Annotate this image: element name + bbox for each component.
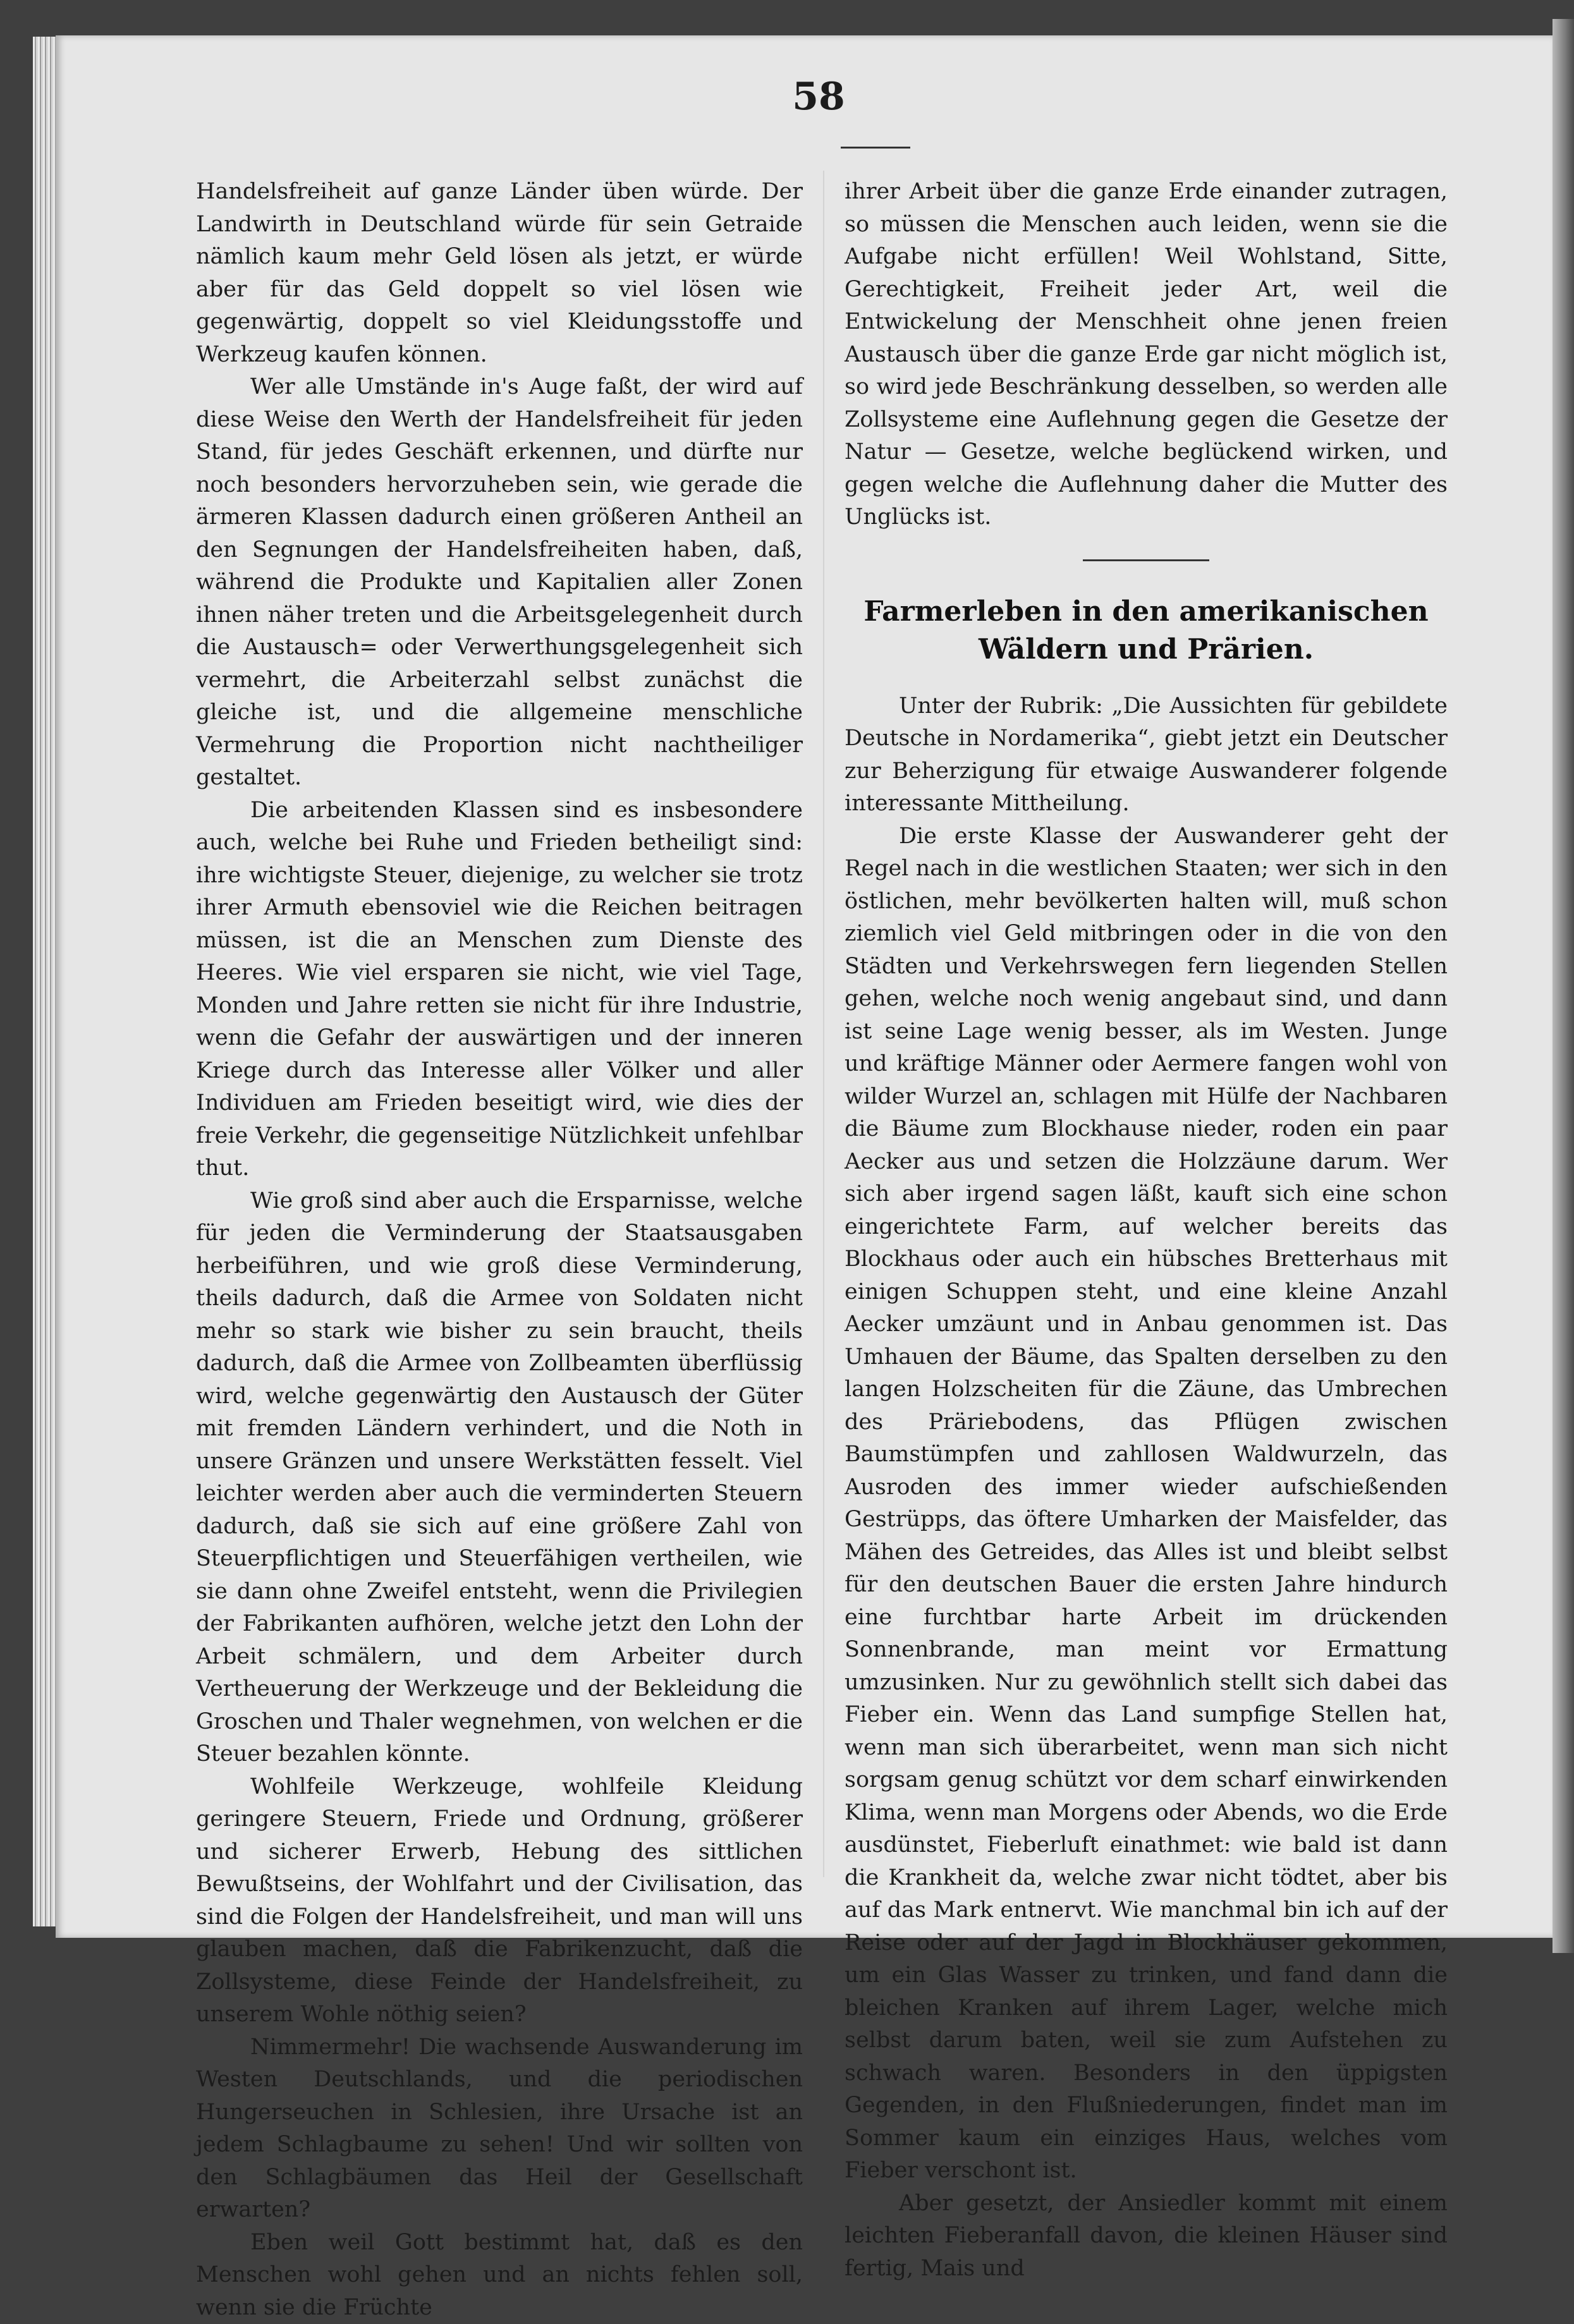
paragraph: Wohlfeile Werkzeuge, wohlfeile Kleidung geringere Steuern, Friede und Ordnung, größerer und sicherer Erwerb, Hebung des sittlichen Bewußtseins, der Wohlfahrt und der Civilisation, das sind die Folgen der Handelsfreiheit, und man will uns glauben machen, daß die Fabrikenzucht, daß die Zollsysteme, diese Feinde der Handelsfreiheit, zu unserem Wohle nöthig seien?: [196, 1771, 803, 2031]
page-number-rule: [841, 147, 910, 149]
right-column: [845, 176, 1448, 1882]
paragraph: Nimmermehr! Die wachsende Auswanderung im Westen Deutschlands, und die periodischen Hungerseuchen in Schlesien, ihre Ursache ist an jedem Schlagbaume zu sehen! Und wir sollten von den Schlagbäumen das Heil der Gesellschaft erwarten?: [196, 2031, 803, 2227]
book-spine: [1553, 19, 1574, 1953]
paragraph: Eben weil Gott bestimmt hat, daß es den Menschen wohl gehen und an nichts fehlen soll, wenn sie die Früchte: [196, 2227, 803, 2324]
column-gutter: [823, 171, 824, 1877]
article-title-line: Farmerleben in den amerikanischen: [845, 593, 1448, 631]
section-divider: [1083, 559, 1209, 561]
paragraph: Die erste Klasse der Auswanderer geht der Regel nach in die westlichen Staaten; wer sich in den östlichen, mehr bevölkerten halten will, muß schon ziemlich viel Geld mitbringen oder in die von den Städten und Verkehrswegen fern liegenden Stellen gehen, welche noch wenig angebaut sind, und dann ist seine Lage wenig besser, als im Westen. Junge und kräftige Männer oder Aermere fangen wohl von wilder Wurzel an, schlagen mit Hülfe der Nachbaren die Bäume zum Blockhause nieder, roden ein paar Aecker aus und setzen die Holzzäune darum. Wer sich aber irgend sagen läßt, kauft sich eine schon eingerichtete Farm, auf welcher bereits das Blockhaus oder auch ein hübsches Bretterhaus mit einigen Schuppen steht, und eine kleine Anzahl Aecker umzäunt und in Anbau genommen ist. Das Umhauen der Bäume, das Spalten derselben zu den langen Holzscheiten für die Zäune, das Umbrechen des Präriebodens, das Pflügen zwischen Baumstümpfen und zahllosen Waldwurzeln, das Ausroden des immer wieder aufschießenden Gestrüpps, das öftere Umharken der Maisfelder, das Mähen des Getreides, das Alles ist und bleibt selbst für den deutschen Bauer die ersten Jahre hindurch eine furchtbar harte Arbeit im drückenden Sonnenbrande, man meint vor Ermattung umzusinken. Nur zu gewöhnlich stellt sich dabei das Fieber ein. Wenn das Land sumpfige Stellen hat, wenn man sich überarbeitet, wenn man sich nicht sorgsam genug schützt vor dem scharf einwirkenden Klima, wenn man Morgens oder Abends, wo die Erde ausdünstet, Fieberluft einathmet: wie bald ist dann die Krankheit da, welche zwar nicht tödtet, aber bis auf das Mark entnervt. Wie manchmal bin ich auf der Reise oder auf der Jagd in Blockhäuser gekommen, um ein Glas Wasser zu trinken, und fand dann die bleichen Kranken auf ihrem Lager, welche mich selbst darum baten, weil sie zum Aufstehen zu schwach waren. Besonders in den üppigsten Gegenden, in den Flußniederungen, findet man im Sommer kaum ein einziges Haus, welches vom Fieber verschont ist.: [845, 820, 1448, 2187]
paragraph: Die arbeitenden Klassen sind es insbesondere auch, welche bei Ruhe und Frieden betheiligt sind: ihre wichtigste Steuer, diejenige, zu welcher sie trotz ihrer Armuth ebensoviel wie die Reichen beitragen müssen, ist die an Menschen zum Dienste des Heeres. Wie viel ersparen sie nicht, wie viel Tage, Monden und Jahre retten sie nicht für ihre Industrie, wenn die Gefahr der auswärtigen und der inneren Kriege durch das Interesse aller Völker und aller Individuen am Frieden beseitigt wird, wie dies der freie Verkehr, die gegenseitige Nützlichkeit unfehlbar thut.: [196, 794, 803, 1185]
article-title-line: Wäldern und Prärien.: [845, 631, 1448, 669]
paragraph: Wer alle Umstände in's Auge faßt, der wird auf diese Weise den Werth der Handelsfreiheit für jeden Stand, für jedes Geschäft erkennen, und dürfte nur noch besonders hervorzuheben sein, wie gerade die ärmeren Klassen dadurch einen größeren Antheil an den Segnungen der Handelsfreiheiten haben, daß, während die Produkte und Kapitalien aller Zonen ihnen näher treten und die Arbeitsgelegenheit durch die Austausch= oder Verwerthungsgelegenheit sich vermehrt, die Arbeiterzahl selbst zunächst die gleiche ist, und die allgemeine menschliche Vermehrung die Proportion nicht nachtheiliger gestaltet.: [196, 371, 803, 794]
paragraph: Handelsfreiheit auf ganze Länder üben würde. Der Landwirth in Deutschland würde für sein Getraide nämlich kaum mehr Geld lösen als jetzt, er würde aber für das Geld doppelt so viel lösen wie gegenwärtig, doppelt so viel Kleidungsstoffe und Werkzeug kaufen können.: [196, 176, 803, 371]
left-column: [196, 176, 803, 1882]
paragraph: Unter der Rubrik: „Die Aussichten für gebildete Deutsche in Nordamerika“, giebt jetzt ein Deutscher zur Beherzigung für etwaige Auswanderer folgende interessante Mittheilung.: [845, 690, 1448, 820]
page-number: 58: [759, 75, 879, 119]
article-title: [845, 593, 1448, 669]
continuation-paragraph: ihrer Arbeit über die ganze Erde einander zutragen, so müssen die Menschen auch leiden, wenn sie die Aufgabe nicht erfüllen! Weil Wohlstand, Sitte, Gerechtigkeit, Freiheit jeder Art, weil die Entwickelung der Menschheit ohne jenen freien Austausch über die ganze Erde gar nicht möglich ist, so wird jede Beschränkung desselben, so werden alle Zollsysteme eine Auflehnung gegen die Gesetze der Natur — Gesetze, welche beglückend wirken, und gegen welche die Auflehnung daher die Mutter des Unglücks ist.: [845, 176, 1448, 534]
paragraph: Aber gesetzt, der Ansiedler kommt mit einem leichten Fieberanfall davon, die kleinen Häuser sind fertig, Mais und: [845, 2187, 1448, 2285]
paragraph: Wie groß sind aber auch die Ersparnisse, welche für jeden die Verminderung der Staatsausgaben herbeiführen, und wie groß diese Verminderung, theils dadurch, daß die Armee von Soldaten nicht mehr so stark wie bisher zu sein braucht, theils dadurch, daß die Armee von Zollbeamten überflüssig wird, welche gegenwärtig den Austausch der Güter mit fremden Ländern verhindert, und die Noth in unsere Gränzen und unsere Werkstätten fesselt. Viel leichter werden aber auch die verminderten Steuern dadurch, daß sie sich auf eine größere Zahl von Steuerpflichtigen und Steuerfähigen vertheilen, wie sie dann ohne Zweifel entsteht, wenn die Privilegien der Fabrikanten aufhören, welche jetzt den Lohn der Arbeit schmälern, und dem Arbeiter durch Vertheuerung der Werkzeuge und der Bekleidung die Groschen und Thaler wegnehmen, von welchen er die Steuer bezahlen könnte.: [196, 1185, 803, 1771]
book-page-edges: [33, 37, 56, 1926]
